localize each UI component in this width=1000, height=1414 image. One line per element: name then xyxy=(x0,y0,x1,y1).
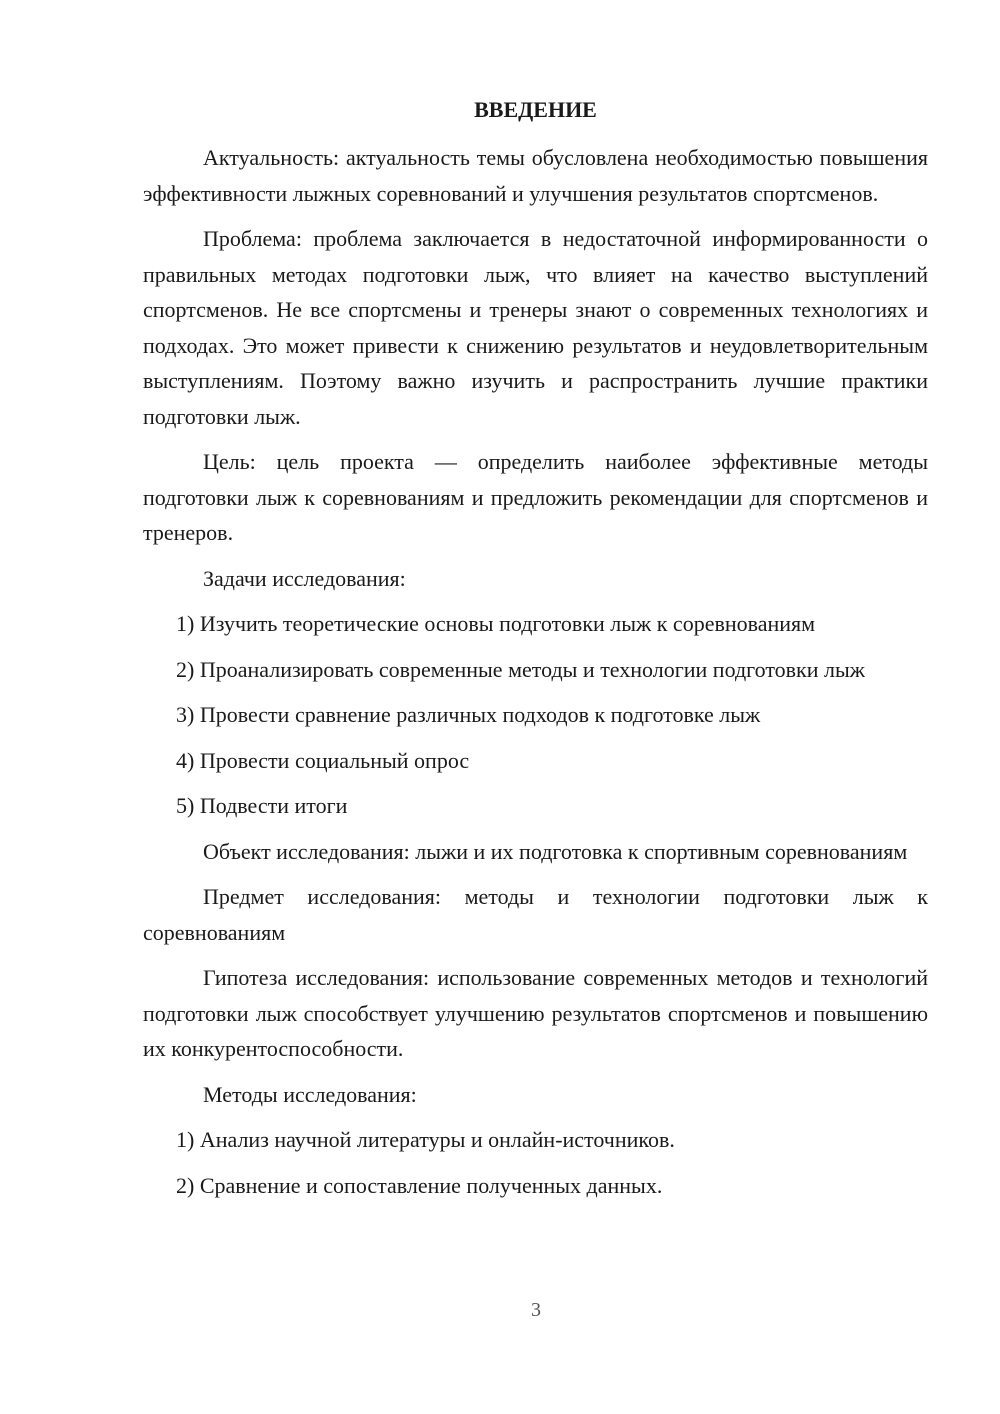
page-number: 3 xyxy=(531,1299,541,1321)
tasks-heading: Задачи исследования: xyxy=(203,565,406,591)
object-paragraph: Объект исследования: лыжи и их подготовка к спортивным соревнованиям xyxy=(203,838,908,864)
subject-paragraph: Предмет исследования: методы и технологии подготовки лыж к соревнованиям xyxy=(143,884,928,945)
task-item: 3) Провести сравнение различных подходов к подготовке лыж xyxy=(176,702,761,727)
section-heading: ВВЕДЕНИЕ xyxy=(474,97,597,122)
method-item: 1) Анализ научной литературы и онлайн-источников. xyxy=(176,1127,675,1152)
task-item: 1) Изучить теоретические основы подготовки лыж к соревнованиям xyxy=(176,611,816,636)
method-item: 2) Сравнение и сопоставление полученных данных. xyxy=(176,1172,663,1198)
methods-heading: Методы исследования: xyxy=(203,1081,417,1107)
task-item: 4) Провести социальный опрос xyxy=(176,747,470,773)
task-item: 2) Проанализировать современные методы и технологии подготовки лыж xyxy=(176,656,865,682)
document-page xyxy=(143,94,928,1213)
hypothesis-paragraph: Гипотеза исследования: использование современных методов и технологий подготовки лыж способствует улучшению результатов спортсменов и повышению их конкурентоспособности. xyxy=(143,965,928,1061)
problem-paragraph: Проблема: проблема заключается в недостаточной информированности о правильных методах подготовки лыж, что влияет на качество выступлений спортсменов. Не все спортсмены и тренеры знают о современных технологиях и подходах. Это может привести к снижению результатов и неудовлетворительным выступлениям. Поэтому важно изучить и распространить лучшие практики подготовки лыж. xyxy=(143,226,928,429)
task-item: 5) Подвести итоги xyxy=(176,793,348,818)
relevance-paragraph: Актуальность: актуальность темы обусловлена необходимостью повышения эффективности лыжных соревнований и улучшения результатов спортсменов. xyxy=(143,145,928,206)
goal-paragraph: Цель: цель проекта — определить наиболее эффективные методы подготовки лыж к соревнованиям и предложить рекомендации для спортсменов и тренеров. xyxy=(143,449,928,545)
